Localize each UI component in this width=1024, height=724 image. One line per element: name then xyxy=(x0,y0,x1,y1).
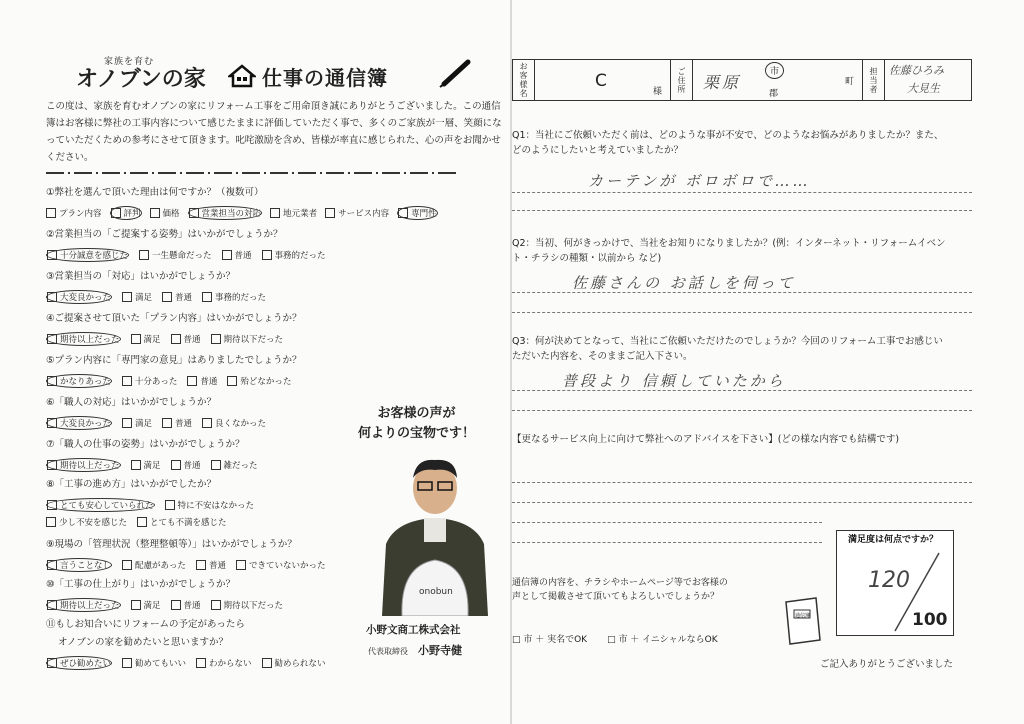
option-selected[interactable]: 期待以上だった xyxy=(46,332,121,346)
option-selected[interactable]: 評判 xyxy=(110,206,142,220)
option[interactable]: 満足 xyxy=(122,416,152,430)
staff-field[interactable]: 佐藤ひろみ 大見生 xyxy=(889,64,944,95)
intro-text: この度は、家族を育むオノブンの家にリフォーム工事をご用命頂き誠にありがとうございました。この通信簿はお客様に弊社の工事内容について感じたままに評価していただく事で、多くのご家族が一層、笑顔になっていただくための参考にさせて頂きます。叱咤激励を含め、皆様が率直に感じられた、心の声をお聞かせください。 xyxy=(46,101,502,163)
option[interactable]: 事務的だった xyxy=(262,248,326,262)
q6-options xyxy=(46,416,266,430)
q8-options xyxy=(46,498,254,512)
option[interactable]: 普通 xyxy=(196,558,226,572)
option[interactable]: 事務的だった xyxy=(202,290,266,304)
option[interactable]: プラン内容 xyxy=(46,206,102,220)
answer-line xyxy=(512,410,972,411)
option[interactable]: わからない xyxy=(196,656,252,670)
q1-options xyxy=(46,206,438,220)
option[interactable]: できていないかった xyxy=(236,558,326,572)
option-selected[interactable]: 営業担当の対応 xyxy=(188,206,263,220)
answer-line xyxy=(512,390,972,391)
svg-text:通信簿: 通信簿 xyxy=(795,613,811,619)
option-selected[interactable]: かなりあった xyxy=(46,374,112,388)
right-question-3: Q3：何が決めてとなって、当社にご依頼いただけたのでしょうか？今回のリフォーム工事でお感じいただいた内容を、そのままご記入下さい。 xyxy=(512,336,943,362)
consent-option-initial[interactable]: □ 市 ＋ イニシャルならOK xyxy=(607,635,718,645)
q11-options xyxy=(46,656,326,670)
option[interactable]: 普通 xyxy=(222,248,252,262)
option[interactable]: 勧めてもいい xyxy=(122,656,186,670)
question-9: ⑨現場の「管理状況（整理整頓等）」はいかがでしょうか？ xyxy=(46,539,297,550)
option[interactable]: とても不満を感じた xyxy=(137,516,227,528)
q8-options-2 xyxy=(46,516,227,528)
answer-line xyxy=(512,210,972,211)
rep-name: 小野寺健 xyxy=(418,644,462,657)
option[interactable]: 少し不安を感じた xyxy=(46,516,127,528)
question-7: ⑦「職人の仕事の姿勢」はいかがでしょうか？ xyxy=(46,439,245,450)
option[interactable]: 勧められない xyxy=(262,656,326,670)
q3-options xyxy=(46,290,266,304)
option-selected[interactable]: 大変良かった xyxy=(46,290,112,304)
answer-line xyxy=(512,482,972,483)
question-8: ⑧「工事の進め方」はいかがでしたか？ xyxy=(46,479,217,490)
customer-label-cell: お客様名 xyxy=(513,60,535,100)
option[interactable]: 雑だった xyxy=(211,458,258,472)
option[interactable]: 満足 xyxy=(131,458,161,472)
option[interactable]: 配慮があった xyxy=(122,558,186,572)
option[interactable]: 満足 xyxy=(131,332,161,346)
option[interactable]: 十分あった xyxy=(122,374,177,388)
divider xyxy=(46,170,458,176)
option[interactable]: 満足 xyxy=(122,290,152,304)
question-5: ⑤プラン内容に「専門家の意見」はありましたでしょうか？ xyxy=(46,355,302,366)
option[interactable]: 普通 xyxy=(171,458,201,472)
q9-options xyxy=(46,558,325,572)
brand-name: オノブンの家 xyxy=(76,67,206,92)
option-selected[interactable]: とても安心していられた xyxy=(46,498,155,512)
answer-line xyxy=(512,192,972,193)
q4-options xyxy=(46,332,283,346)
question-4: ④ご提案させて頂いた「プラン内容」はいかがでしょうか？ xyxy=(46,313,302,324)
president-photo xyxy=(372,448,498,616)
option-selected[interactable]: 言うことなし xyxy=(46,558,112,572)
option-selected[interactable]: ぜひ勧めたい xyxy=(46,656,112,670)
option[interactable]: サービス内容 xyxy=(325,206,389,220)
option[interactable]: 特に不安はなかった xyxy=(165,498,255,512)
question-11-line2: オノブンの家を勧めたいと思いますか？ xyxy=(58,637,229,648)
option[interactable]: 良くなかった xyxy=(202,416,266,430)
answer-line xyxy=(512,292,972,293)
svg-text:onobun: onobun xyxy=(419,587,453,597)
right-question-1: Q1：当社にご依頼いただく前は、どのような事が不安で、どのようなお悩みがありましたか？また、どのようにしたいと考えていましたか？ xyxy=(512,130,944,156)
question-6: ⑥「職人の対応」はいかがでしょうか？ xyxy=(46,397,217,408)
consent-option-realname[interactable]: □ 市 ＋ 実名でOK xyxy=(512,635,588,645)
customer-header-table xyxy=(512,59,972,101)
option[interactable]: 期待以下だった xyxy=(211,598,284,612)
option-selected[interactable]: 期待以上だった xyxy=(46,458,121,472)
right-question-2: Q2：当初、何がきっかけで、当社をお知りになりましたか？(例：インターネット・リフォームイベント・チラシの種類・以前から など) xyxy=(512,238,946,264)
answer-line xyxy=(512,522,822,523)
answer-line xyxy=(512,542,822,543)
question-10: ⑩「工事の仕上がり」はいかがでしょうか？ xyxy=(46,579,236,590)
option-selected[interactable]: 大変良かった xyxy=(46,416,112,430)
answer-line xyxy=(512,502,972,503)
satisfaction-label: 満足度は何点ですか？ xyxy=(848,535,939,545)
satisfaction-max: 100 xyxy=(912,610,948,630)
option[interactable]: 普通 xyxy=(171,332,201,346)
consent-options xyxy=(512,632,718,645)
answer-line xyxy=(512,312,972,313)
staff-label-cell: 担当者 xyxy=(863,60,885,100)
right-question-4: 【更なるサービス向上に向けて弊社へのアドバイスを下さい】(どの様な内容でも結構です) xyxy=(512,434,900,445)
question-3: ③営業担当の「対応」はいかがでしょうか？ xyxy=(46,271,236,282)
satisfaction-score[interactable]: 120 xyxy=(868,568,910,593)
option[interactable]: 価格 xyxy=(150,206,180,220)
address-field[interactable]: 栗原 市 郡 町 xyxy=(693,60,863,100)
house-icon xyxy=(228,64,256,88)
option[interactable]: 満足 xyxy=(131,598,161,612)
option-selected[interactable]: 十分誠意を感じた xyxy=(46,248,129,262)
answer-2[interactable]: 佐藤さんの お話しを伺って xyxy=(572,274,796,292)
q10-options xyxy=(46,598,283,612)
q5-options xyxy=(46,374,291,388)
option[interactable]: 殆どなかった xyxy=(227,374,291,388)
company-name: 小野文商工株式会社 xyxy=(366,624,461,636)
pencil-icon xyxy=(438,58,472,88)
option[interactable]: 普通 xyxy=(162,416,192,430)
customer-name-field[interactable]: C 様 xyxy=(535,60,671,100)
question-1: ①弊社を選んで頂いた理由は何ですか？（複数可） xyxy=(46,187,264,198)
consent-text: 通信簿の内容を、チラシやホームページ等でお客様の声として掲載させて頂いてもよろしいでしょうか？ xyxy=(512,578,728,602)
promo-bubble: お客様の声が 何よりの宝物です！ xyxy=(358,406,476,441)
thanks-text: ご記入ありがとうございました xyxy=(820,659,954,670)
option[interactable]: 普通 xyxy=(162,290,192,304)
book-icon xyxy=(780,596,824,646)
option-selected[interactable]: 期待以上だった xyxy=(46,598,121,612)
option[interactable]: 普通 xyxy=(187,374,217,388)
q7-options xyxy=(46,458,258,472)
page-title: 仕事の通信簿 xyxy=(262,66,388,90)
option-selected[interactable]: 専門性 xyxy=(397,206,438,220)
option[interactable]: 一生懸命だった xyxy=(139,248,212,262)
option[interactable]: 期待以下だった xyxy=(211,332,284,346)
answer-3[interactable]: 普段より 信頼していたから xyxy=(562,372,786,390)
option[interactable]: 地元業者 xyxy=(270,206,317,220)
q2-options xyxy=(46,248,326,262)
question-2: ②営業担当の「ご提案する姿勢」はいかがでしょうか？ xyxy=(46,229,283,240)
option[interactable]: 普通 xyxy=(171,598,201,612)
brand-tagline: 家族を育む xyxy=(104,57,155,67)
answer-1[interactable]: カーテンが ボロボロで…… xyxy=(588,172,812,190)
question-11: ⑪もしお知合いにリフォームの予定があったら xyxy=(46,619,245,630)
address-label-cell: ご住所 xyxy=(671,60,693,100)
rep-title: 代表取締役 xyxy=(368,647,408,656)
